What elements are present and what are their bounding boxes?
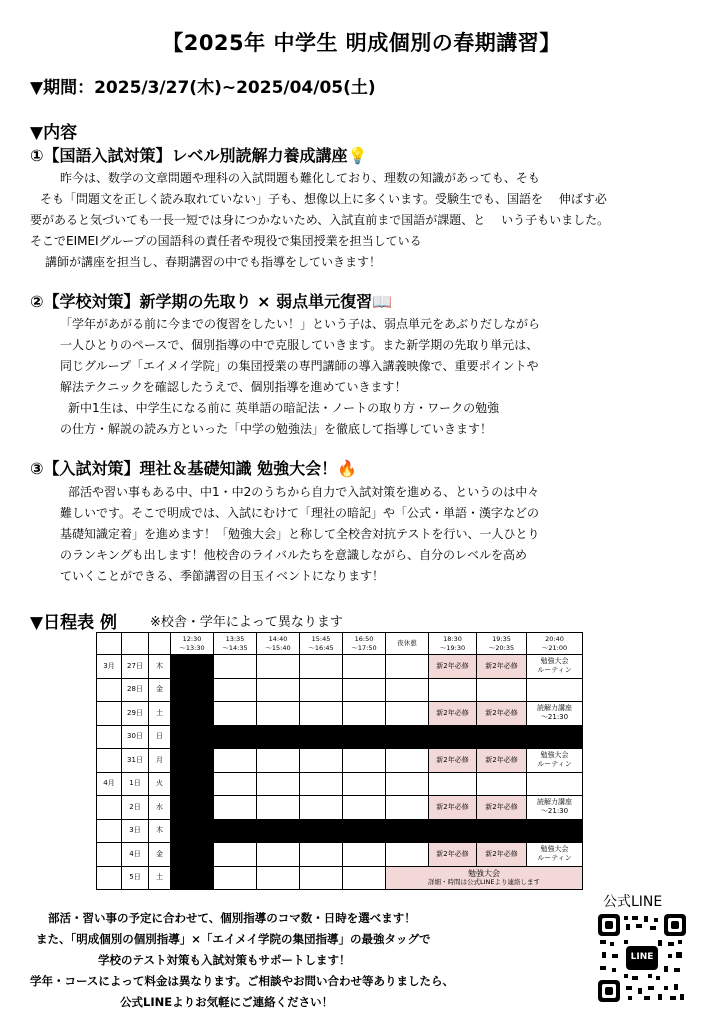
item3-line: のランキングも出します！他校舎のライバルたちを意識しながら、自分のレベルを高め: [60, 548, 528, 562]
dow-cell: 土: [149, 702, 171, 726]
slot-cell: 新2年必修: [429, 702, 477, 726]
table-row: [97, 678, 583, 702]
slot-cell: 読解力講座 ～21:30: [527, 702, 583, 726]
time-header: 16:50 ～17:50: [343, 633, 386, 655]
dow-cell: 木: [149, 655, 171, 679]
period-label: ▼期間：: [30, 78, 95, 98]
slot-cell: 新2年必修: [477, 702, 527, 726]
dow-cell: 土: [149, 866, 171, 890]
day-cell: 2日: [122, 796, 149, 820]
event-cell: [386, 866, 583, 890]
slot-cell: 新2年必修: [477, 749, 527, 773]
footer-line: 公式LINEよりお気軽にご連絡ください！: [120, 995, 334, 1009]
day-cell: 3日: [122, 819, 149, 843]
table-row: [97, 843, 583, 867]
dow-cell: 金: [149, 678, 171, 702]
table-row: [97, 749, 583, 773]
slot-cell: 新2年必修: [429, 749, 477, 773]
table-row: [97, 702, 583, 726]
item3-line: ていくことができる、季節講習の目玉イベントになります！: [60, 569, 385, 583]
slot-cell: 勉強大会 ルーティン: [527, 655, 583, 679]
dow-cell: 水: [149, 796, 171, 820]
closed-day-bar: [171, 819, 583, 843]
item1-line: 要があると気づいても一長一短では身につかないため、入試直前まで国語が課題、と いう子もいました。: [30, 213, 610, 227]
item2-line: の仕方・解説の読み方といった「中学の勉強法」を徹底して指導していきます！: [60, 422, 493, 436]
day-cell: 30日: [122, 725, 149, 749]
footer-line: 部活・習い事の予定に合わせて、個別指導のコマ数・日時を選べます！: [48, 911, 416, 925]
month-cell: 3月: [97, 655, 122, 679]
item2-line: 「学年があがる前に今までの復習をしたい！」という子は、弱点単元をあぶりだしながら: [60, 317, 541, 331]
time-header: 13:35 ～14:35: [214, 633, 257, 655]
time-header: 14:40 ～15:40: [257, 633, 300, 655]
item3-line: 部活や習い事もある中、中1・中2のうちから自力で入試対策を進める、というのは中々: [68, 485, 540, 499]
slot-cell: 新2年必修: [429, 655, 477, 679]
item2-line: 同じグループ「エイメイ学院」の集団授業の専門講師の導入講義映像で、重要ポイントや: [60, 359, 539, 373]
day-cell: 31日: [122, 749, 149, 773]
day-cell: 5日: [122, 866, 149, 890]
slot-cell: 勉強大会 ルーティン: [527, 843, 583, 867]
item3-line: 難しいです。そこで明成では、入試にむけて「理社の暗記」や「公式・単語・漢字などの: [60, 506, 540, 520]
footer-line: また、「明成個別の個別指導」×「エイメイ学院の集団指導」の最強タッグで: [36, 932, 431, 946]
day-cell: 27日: [122, 655, 149, 679]
item1-line: 昨今は、数学の文章問題や理科の入試問題も難化しており、理数の知識があっても、そも: [60, 171, 540, 185]
table-row: [97, 655, 583, 679]
closed-day-bar: [171, 725, 583, 749]
table-row: [97, 725, 583, 749]
day-cell: 29日: [122, 702, 149, 726]
event-detail: 詳細・時間は公式LINEより連絡します: [427, 877, 540, 886]
qr-line-text: LINE: [630, 952, 654, 962]
slot-cell: 新2年必修: [477, 843, 527, 867]
item3-line: 基礎知識定着」を進めます！「勉強大会」と称して全校舎対抗テストを行い、一人ひとり: [60, 527, 540, 541]
item2-line: 新中1生は、中学生になる前に 英単語の暗記法・ノートの取り方・ワークの勉強: [68, 401, 500, 415]
time-header: 15:45 ～16:45: [300, 633, 343, 655]
month-cell: 4月: [97, 772, 122, 796]
item3-heading: ③【入試対策】理社＆基礎知識 勉強大会！🔥: [30, 459, 358, 478]
page-title: 【2025年 中学生 明成個別の春期講習】: [162, 31, 561, 55]
item1-line: 講師が講座を担当し、春期講習の中でも指導をしていきます！: [45, 255, 382, 269]
time-header: 夜休憩: [386, 633, 429, 655]
slot-cell: 読解力講座 ～21:30: [527, 796, 583, 820]
slot-cell: 新2年必修: [477, 796, 527, 820]
table-row: [97, 772, 583, 796]
slot-cell: 新2年必修: [429, 843, 477, 867]
item1-heading: ①【国語入試対策】レベル別読解力養成講座💡: [30, 146, 368, 165]
footer-line: 学年・コースによって料金は異なります。ご相談やお問い合わせ等ありましたら、: [30, 974, 455, 988]
table-row: [97, 819, 583, 843]
period-value: 2025/3/27(木)~2025/04/05(土): [94, 78, 376, 98]
line-qr-code[interactable]: [598, 914, 686, 1002]
time-header: 18:30 ～19:30: [429, 633, 477, 655]
time-header: 20:40 ～21:00: [527, 633, 583, 655]
slot-cell: 勉強大会 ルーティン: [527, 749, 583, 773]
schedule-heading: ▼日程表 例: [30, 613, 117, 633]
schedule-header-row: [97, 633, 583, 655]
item2-line: 解法テクニックを確認したうえで、個別指導を進めていきます！: [60, 380, 407, 394]
schedule-note: ※校舎・学年によって異なります: [150, 615, 343, 630]
item1-line: そこでEIMEIグループの国語科の責任者や現役で集団授業を担当している: [30, 234, 422, 248]
schedule-table: [96, 632, 583, 890]
dow-cell: 金: [149, 843, 171, 867]
table-row: [97, 796, 583, 820]
table-row: [97, 866, 583, 890]
dow-cell: 木: [149, 819, 171, 843]
item2-heading: ②【学校対策】新学期の先取り × 弱点単元復習📖: [30, 292, 393, 311]
line-label: 公式LINE: [603, 894, 663, 910]
time-header: 19:35 ～20:35: [477, 633, 527, 655]
time-header: 12:30 ～13:30: [171, 633, 214, 655]
dow-cell: 月: [149, 749, 171, 773]
item1-line: そも「問題文を正しく読み取れていない」子も、想像以上に多くいます。受験生でも、国語を 伸ばす必: [40, 192, 607, 206]
item2-line: 一人ひとりのペースで、個別指導の中で克服していきます。また新学期の先取り単元は、: [60, 338, 539, 352]
dow-cell: 日: [149, 725, 171, 749]
slot-cell: 新2年必修: [477, 655, 527, 679]
day-cell: 1日: [122, 772, 149, 796]
slot-cell: 新2年必修: [429, 796, 477, 820]
period: [30, 73, 376, 98]
event-title: 勉強大会: [468, 868, 500, 878]
footer-line: 学校のテスト対策も入試対策もサポートします！: [98, 953, 351, 967]
day-cell: 4日: [122, 843, 149, 867]
content-label: ▼内容: [30, 123, 78, 143]
dow-cell: 火: [149, 772, 171, 796]
day-cell: 28日: [122, 678, 149, 702]
